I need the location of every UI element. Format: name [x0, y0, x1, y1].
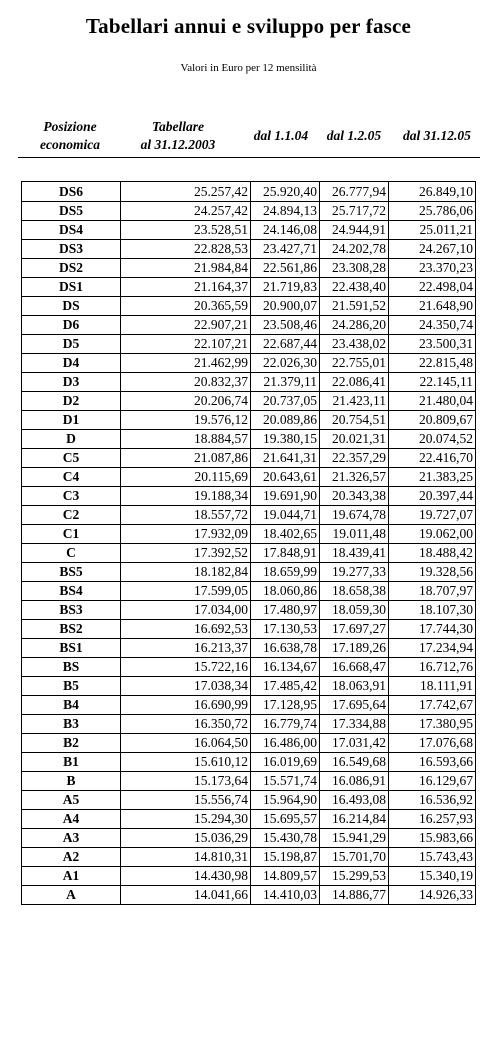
dal-1-1-04-cell: 19.691,90 [251, 487, 320, 506]
dal-31-12-05-cell: 22.815,48 [389, 354, 476, 373]
dal-1-2-05-cell: 18.439,41 [320, 544, 389, 563]
dal-1-1-04-cell: 22.561,86 [251, 259, 320, 278]
tabellare-cell: 17.932,09 [121, 525, 251, 544]
dal-31-12-05-cell: 17.744,30 [389, 620, 476, 639]
dal-31-12-05-cell: 15.743,43 [389, 848, 476, 867]
dal-1-1-04-cell: 21.719,83 [251, 278, 320, 297]
dal-1-2-05-cell: 22.438,40 [320, 278, 389, 297]
table-row [22, 886, 476, 905]
dal-31-12-05-cell: 16.536,92 [389, 791, 476, 810]
tabellare-cell: 20.206,74 [121, 392, 251, 411]
dal-31-12-05-cell: 15.983,66 [389, 829, 476, 848]
table-row [22, 335, 476, 354]
table-row [22, 259, 476, 278]
dal-1-1-04-cell: 18.402,65 [251, 525, 320, 544]
dal-1-2-05-cell: 22.086,41 [320, 373, 389, 392]
posizione-cell: B4 [22, 696, 121, 715]
posizione-cell: D1 [22, 411, 121, 430]
posizione-cell: A4 [22, 810, 121, 829]
table-row [22, 791, 476, 810]
table-row [22, 221, 476, 240]
dal-31-12-05-cell: 26.849,10 [389, 182, 476, 202]
posizione-cell: A2 [22, 848, 121, 867]
tabellare-cell: 22.107,21 [121, 335, 251, 354]
posizione-cell: A5 [22, 791, 121, 810]
dal-31-12-05-cell: 25.786,06 [389, 202, 476, 221]
tabellare-cell: 18.884,57 [121, 430, 251, 449]
tabellare-cell: 19.576,12 [121, 411, 251, 430]
dal-1-1-04-cell: 24.146,08 [251, 221, 320, 240]
tabellare-cell: 18.182,84 [121, 563, 251, 582]
dal-31-12-05-cell: 15.340,19 [389, 867, 476, 886]
posizione-cell: A1 [22, 867, 121, 886]
dal-1-2-05-cell: 23.308,28 [320, 259, 389, 278]
dal-31-12-05-cell: 22.145,11 [389, 373, 476, 392]
tabellare-cell: 16.213,37 [121, 639, 251, 658]
posizione-cell: B3 [22, 715, 121, 734]
tabellare-cell: 16.350,72 [121, 715, 251, 734]
posizione-cell: C5 [22, 449, 121, 468]
tabellare-cell: 16.692,53 [121, 620, 251, 639]
dal-31-12-05-cell: 23.370,23 [389, 259, 476, 278]
table-row [22, 848, 476, 867]
table-header [18, 116, 480, 158]
table-row [22, 658, 476, 677]
dal-1-2-05-cell: 21.326,57 [320, 468, 389, 487]
dal-1-2-05-cell: 24.202,78 [320, 240, 389, 259]
dal-1-2-05-cell: 16.668,47 [320, 658, 389, 677]
dal-31-12-05-cell: 20.809,67 [389, 411, 476, 430]
tabellare-cell: 20.365,59 [121, 297, 251, 316]
posizione-cell: D3 [22, 373, 121, 392]
tabellare-cell: 20.832,37 [121, 373, 251, 392]
table-row [22, 867, 476, 886]
dal-1-2-05-cell: 19.277,33 [320, 563, 389, 582]
dal-1-1-04-cell: 16.134,67 [251, 658, 320, 677]
dal-1-2-05-cell: 21.423,11 [320, 392, 389, 411]
posizione-cell: D [22, 430, 121, 449]
dal-1-2-05-cell: 22.357,29 [320, 449, 389, 468]
table-row [22, 829, 476, 848]
header-dal-1-1-04: dal 1.1.04 [253, 128, 309, 143]
dal-1-2-05-cell: 26.777,94 [320, 182, 389, 202]
dal-1-1-04-cell: 15.964,90 [251, 791, 320, 810]
dal-1-1-04-cell: 15.198,87 [251, 848, 320, 867]
table-row [22, 278, 476, 297]
dal-1-1-04-cell: 15.430,78 [251, 829, 320, 848]
table-row [22, 373, 476, 392]
dal-1-1-04-cell: 22.687,44 [251, 335, 320, 354]
dal-1-2-05-cell: 17.189,26 [320, 639, 389, 658]
dal-1-1-04-cell: 20.900,07 [251, 297, 320, 316]
table-row [22, 677, 476, 696]
tabellare-cell: 15.722,16 [121, 658, 251, 677]
dal-1-2-05-cell: 14.886,77 [320, 886, 389, 905]
dal-31-12-05-cell: 14.926,33 [389, 886, 476, 905]
dal-1-1-04-cell: 23.508,46 [251, 316, 320, 335]
dal-31-12-05-cell: 16.257,93 [389, 810, 476, 829]
dal-31-12-05-cell: 21.383,25 [389, 468, 476, 487]
dal-1-1-04-cell: 20.643,61 [251, 468, 320, 487]
tabellare-cell: 17.392,52 [121, 544, 251, 563]
dal-31-12-05-cell: 17.380,95 [389, 715, 476, 734]
dal-1-1-04-cell: 20.737,05 [251, 392, 320, 411]
dal-31-12-05-cell: 21.648,90 [389, 297, 476, 316]
table-row [22, 696, 476, 715]
header-dal-1-2-05: dal 1.2.05 [326, 128, 382, 143]
dal-31-12-05-cell: 16.129,67 [389, 772, 476, 791]
dal-1-1-04-cell: 23.427,71 [251, 240, 320, 259]
dal-1-1-04-cell: 21.379,11 [251, 373, 320, 392]
posizione-cell: DS3 [22, 240, 121, 259]
posizione-cell: BS4 [22, 582, 121, 601]
dal-31-12-05-cell: 24.267,10 [389, 240, 476, 259]
tabellare-cell: 20.115,69 [121, 468, 251, 487]
dal-1-2-05-cell: 21.591,52 [320, 297, 389, 316]
posizione-cell: D5 [22, 335, 121, 354]
dal-1-1-04-cell: 17.485,42 [251, 677, 320, 696]
dal-1-1-04-cell: 16.638,78 [251, 639, 320, 658]
table-row [22, 411, 476, 430]
tabellare-cell: 15.036,29 [121, 829, 251, 848]
posizione-cell: C [22, 544, 121, 563]
dal-1-1-04-cell: 17.128,95 [251, 696, 320, 715]
dal-1-1-04-cell: 21.641,31 [251, 449, 320, 468]
tabellare-cell: 21.462,99 [121, 354, 251, 373]
table-row [22, 240, 476, 259]
tabellare-cell: 16.064,50 [121, 734, 251, 753]
table-row [22, 182, 476, 202]
dal-1-1-04-cell: 14.809,57 [251, 867, 320, 886]
dal-31-12-05-cell: 18.107,30 [389, 601, 476, 620]
dal-1-2-05-cell: 15.941,29 [320, 829, 389, 848]
dal-1-2-05-cell: 16.549,68 [320, 753, 389, 772]
dal-1-2-05-cell: 15.299,53 [320, 867, 389, 886]
table-row [22, 772, 476, 791]
tabellare-cell: 21.087,86 [121, 449, 251, 468]
posizione-cell: DS4 [22, 221, 121, 240]
header-posizione-line1: Posizione [43, 119, 97, 134]
table-row [22, 601, 476, 620]
table-row [22, 354, 476, 373]
header-dal-31-12-05: dal 31.12.05 [403, 128, 471, 143]
tabellare-cell: 17.034,00 [121, 601, 251, 620]
page-title: Tabellari annui e sviluppo per fasce [85, 14, 412, 38]
header-tabellare [122, 118, 234, 154]
table-row [22, 506, 476, 525]
tabellare-cell: 16.690,99 [121, 696, 251, 715]
dal-1-2-05-cell: 16.493,08 [320, 791, 389, 810]
posizione-cell: DS [22, 297, 121, 316]
posizione-cell: DS5 [22, 202, 121, 221]
table-row [22, 753, 476, 772]
tabellare-cell: 17.038,34 [121, 677, 251, 696]
dal-1-1-04-cell: 24.894,13 [251, 202, 320, 221]
dal-1-2-05-cell: 24.286,20 [320, 316, 389, 335]
salary-table [21, 181, 476, 905]
table-row [22, 715, 476, 734]
dal-1-1-04-cell: 16.019,69 [251, 753, 320, 772]
dal-1-1-04-cell: 19.380,15 [251, 430, 320, 449]
dal-1-2-05-cell: 17.695,64 [320, 696, 389, 715]
dal-1-1-04-cell: 16.779,74 [251, 715, 320, 734]
dal-1-2-05-cell: 16.086,91 [320, 772, 389, 791]
table-row [22, 468, 476, 487]
table-row [22, 487, 476, 506]
dal-1-1-04-cell: 20.089,86 [251, 411, 320, 430]
posizione-cell: BS5 [22, 563, 121, 582]
dal-31-12-05-cell: 18.111,91 [389, 677, 476, 696]
table-row [22, 392, 476, 411]
dal-1-2-05-cell: 15.701,70 [320, 848, 389, 867]
page-subtitle: Valori in Euro per 12 mensilità [180, 62, 317, 74]
table-row [22, 563, 476, 582]
tabellare-cell: 24.257,42 [121, 202, 251, 221]
dal-31-12-05-cell: 17.076,68 [389, 734, 476, 753]
dal-31-12-05-cell: 18.707,97 [389, 582, 476, 601]
dal-1-2-05-cell: 16.214,84 [320, 810, 389, 829]
dal-31-12-05-cell: 20.397,44 [389, 487, 476, 506]
dal-1-1-04-cell: 15.571,74 [251, 772, 320, 791]
posizione-cell: DS2 [22, 259, 121, 278]
posizione-cell: DS1 [22, 278, 121, 297]
dal-31-12-05-cell: 16.593,66 [389, 753, 476, 772]
dal-31-12-05-cell: 22.416,70 [389, 449, 476, 468]
dal-31-12-05-cell: 16.712,76 [389, 658, 476, 677]
dal-1-1-04-cell: 14.410,03 [251, 886, 320, 905]
table-row [22, 639, 476, 658]
dal-1-2-05-cell: 17.697,27 [320, 620, 389, 639]
dal-1-2-05-cell: 20.021,31 [320, 430, 389, 449]
dal-31-12-05-cell: 25.011,21 [389, 221, 476, 240]
dal-1-2-05-cell: 20.754,51 [320, 411, 389, 430]
dal-1-2-05-cell: 23.438,02 [320, 335, 389, 354]
posizione-cell: C3 [22, 487, 121, 506]
dal-1-1-04-cell: 17.130,53 [251, 620, 320, 639]
dal-1-2-05-cell: 19.011,48 [320, 525, 389, 544]
dal-1-2-05-cell: 20.343,38 [320, 487, 389, 506]
dal-1-2-05-cell: 18.059,30 [320, 601, 389, 620]
tabellare-cell: 23.528,51 [121, 221, 251, 240]
posizione-cell: C4 [22, 468, 121, 487]
dal-1-1-04-cell: 19.044,71 [251, 506, 320, 525]
header-posizione-line2: economica [40, 137, 100, 152]
posizione-cell: B [22, 772, 121, 791]
posizione-cell: BS3 [22, 601, 121, 620]
posizione-cell: B2 [22, 734, 121, 753]
posizione-cell: C2 [22, 506, 121, 525]
dal-1-1-04-cell: 18.060,86 [251, 582, 320, 601]
header-tabellare-line2: al 31.12.2003 [140, 137, 216, 152]
dal-31-12-05-cell: 20.074,52 [389, 430, 476, 449]
tabellare-cell: 14.041,66 [121, 886, 251, 905]
tabellare-cell: 15.610,12 [121, 753, 251, 772]
table-row [22, 734, 476, 753]
tabellare-cell: 18.557,72 [121, 506, 251, 525]
tabellare-cell: 15.294,30 [121, 810, 251, 829]
posizione-cell: D6 [22, 316, 121, 335]
header-tabellare-line1: Tabellare [152, 119, 204, 134]
dal-1-1-04-cell: 16.486,00 [251, 734, 320, 753]
table-row [22, 297, 476, 316]
tabellare-cell: 22.907,21 [121, 316, 251, 335]
table-row [22, 582, 476, 601]
table-row [22, 316, 476, 335]
posizione-cell: C1 [22, 525, 121, 544]
header-posizione-economica [18, 118, 122, 154]
posizione-cell: DS6 [22, 182, 121, 202]
dal-31-12-05-cell: 19.328,56 [389, 563, 476, 582]
dal-1-2-05-cell: 17.334,88 [320, 715, 389, 734]
posizione-cell: BS2 [22, 620, 121, 639]
dal-31-12-05-cell: 19.062,00 [389, 525, 476, 544]
table-row [22, 525, 476, 544]
table-row [22, 810, 476, 829]
dal-1-1-04-cell: 22.026,30 [251, 354, 320, 373]
dal-1-1-04-cell: 17.848,91 [251, 544, 320, 563]
posizione-cell: A3 [22, 829, 121, 848]
dal-1-2-05-cell: 18.063,91 [320, 677, 389, 696]
posizione-cell: B5 [22, 677, 121, 696]
posizione-cell: B1 [22, 753, 121, 772]
dal-31-12-05-cell: 21.480,04 [389, 392, 476, 411]
dal-1-1-04-cell: 25.920,40 [251, 182, 320, 202]
dal-31-12-05-cell: 22.498,04 [389, 278, 476, 297]
dal-1-1-04-cell: 17.480,97 [251, 601, 320, 620]
posizione-cell: BS1 [22, 639, 121, 658]
dal-1-2-05-cell: 17.031,42 [320, 734, 389, 753]
dal-31-12-05-cell: 18.488,42 [389, 544, 476, 563]
tabellare-cell: 15.173,64 [121, 772, 251, 791]
dal-31-12-05-cell: 19.727,07 [389, 506, 476, 525]
dal-1-2-05-cell: 19.674,78 [320, 506, 389, 525]
posizione-cell: D4 [22, 354, 121, 373]
dal-31-12-05-cell: 23.500,31 [389, 335, 476, 354]
table-row [22, 449, 476, 468]
dal-31-12-05-cell: 17.234,94 [389, 639, 476, 658]
dal-1-2-05-cell: 25.717,72 [320, 202, 389, 221]
tabellare-cell: 25.257,42 [121, 182, 251, 202]
tabellare-cell: 21.164,37 [121, 278, 251, 297]
dal-31-12-05-cell: 17.742,67 [389, 696, 476, 715]
tabellare-cell: 14.810,31 [121, 848, 251, 867]
tabellare-cell: 17.599,05 [121, 582, 251, 601]
tabellare-cell: 21.984,84 [121, 259, 251, 278]
dal-1-1-04-cell: 15.695,57 [251, 810, 320, 829]
posizione-cell: D2 [22, 392, 121, 411]
table-row [22, 620, 476, 639]
dal-31-12-05-cell: 24.350,74 [389, 316, 476, 335]
table-row [22, 430, 476, 449]
tabellare-cell: 19.188,34 [121, 487, 251, 506]
dal-1-2-05-cell: 18.658,38 [320, 582, 389, 601]
table-row [22, 544, 476, 563]
tabellare-cell: 14.430,98 [121, 867, 251, 886]
salary-table-body [22, 182, 476, 905]
tabellare-cell: 22.828,53 [121, 240, 251, 259]
dal-1-2-05-cell: 24.944,91 [320, 221, 389, 240]
table-row [22, 202, 476, 221]
posizione-cell: A [22, 886, 121, 905]
dal-1-1-04-cell: 18.659,99 [251, 563, 320, 582]
posizione-cell: BS [22, 658, 121, 677]
dal-1-2-05-cell: 22.755,01 [320, 354, 389, 373]
tabellare-cell: 15.556,74 [121, 791, 251, 810]
